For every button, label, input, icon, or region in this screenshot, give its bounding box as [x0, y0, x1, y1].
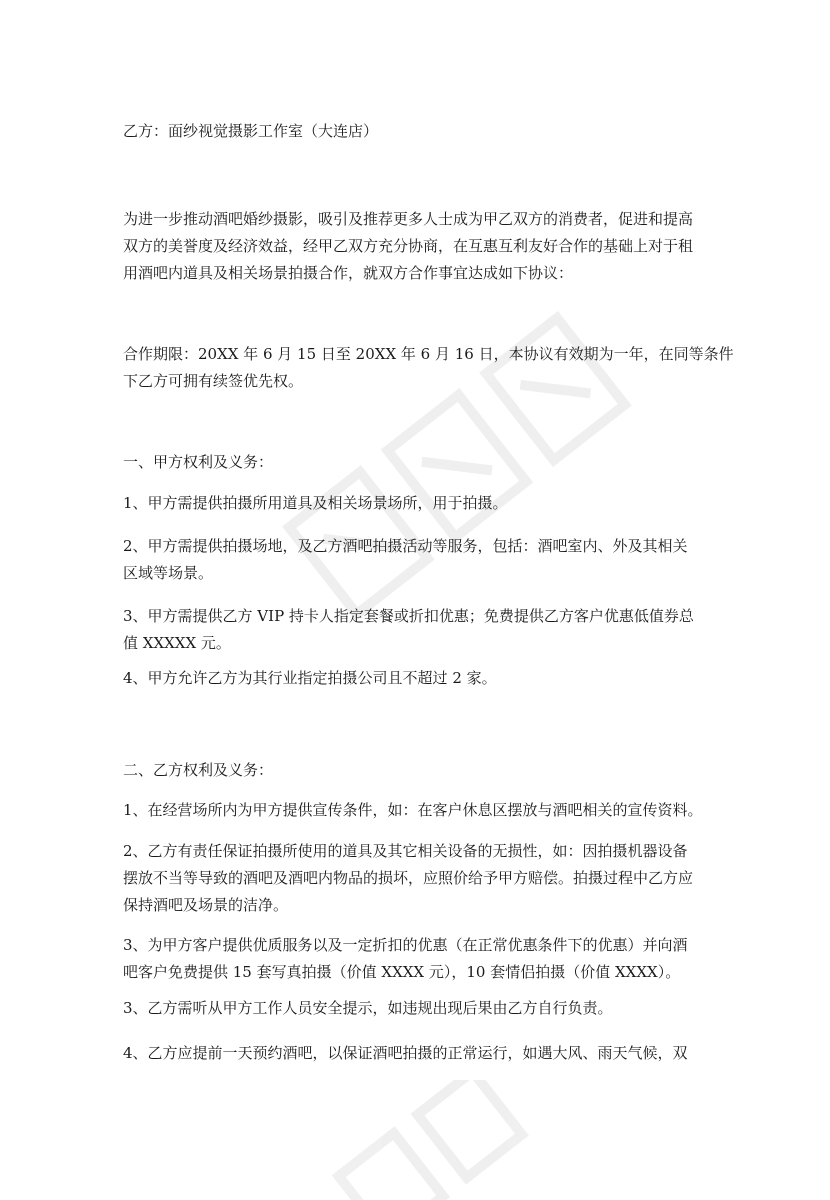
section1-item-2-line-1: 2、甲方需提供拍摄场地，及乙方酒吧拍摄活动等服务，包括：酒吧室内、外及其相关 — [123, 537, 688, 555]
section2-heading: 二、乙方权利及义务： — [123, 761, 274, 779]
section2-item-5-line-1: 4、乙方应提前一天预约酒吧，以保证酒吧拍摄的正常运行，如遇大风、雨天气候，双 — [123, 1044, 688, 1062]
section2-item-2-line-2: 摆放不当等导致的酒吧及酒吧内物品的损坏，应照价给予甲方赔偿。拍摄过程中乙方应 — [123, 869, 694, 887]
section2-item-3-line-2: 吧客户免费提供 15 套写真拍摄（价值 XXXX 元），10 套情侣拍摄（价值 XXXX）。 — [123, 963, 681, 981]
intro-line-1: 为进一步推动酒吧婚纱摄影，吸引及推荐更多人士成为甲乙双方的消费者，促进和提高 — [123, 210, 694, 228]
section1-heading: 一、甲方权利及义务： — [123, 453, 274, 471]
section1-item-3-line-1: 3、甲方需提供乙方 VIP 持卡人指定套餐或折扣优惠；免费提供乙方客户优惠低值券总 — [123, 607, 694, 625]
section1-item-2-line-2: 区域等场景。 — [123, 564, 214, 582]
section2-item-2-line-1: 2、乙方有责任保证拍摄所使用的道具及其它相关设备的无损性，如：因拍摄机器设备 — [123, 842, 688, 860]
watermark-graphic-bottom — [300, 1080, 600, 1200]
intro-line-2: 双方的美誉度及经济效益，经甲乙双方充分协商，在互惠互利友好合作的基础上对于租 — [123, 237, 694, 255]
section1-item-4: 4、甲方允许乙方为其行业指定拍摄公司且不超过 2 家。 — [123, 669, 497, 687]
section2-item-3-line-1: 3、为甲方客户提供优质服务以及一定折扣的优惠（在正常优惠条件下的优惠）并向酒 — [123, 936, 688, 954]
section1-item-1: 1、甲方需提供拍摄所用道具及相关场景场所，用于拍摄。 — [123, 494, 508, 512]
party-b-line: 乙方：面纱视觉摄影工作室（大连店） — [123, 122, 379, 140]
term-line-2: 下乙方可拥有续签优先权。 — [123, 372, 304, 390]
section2-item-4: 3、乙方需听从甲方工作人员安全提示，如违规出现后果由乙方自行负责。 — [123, 999, 613, 1017]
section1-item-3-line-2: 值 XXXXX 元。 — [123, 634, 231, 652]
section2-item-1: 1、在经营场所内为甲方提供宣传条件，如：在客户休息区摆放与酒吧相关的宣传资料。 — [123, 801, 703, 819]
intro-line-3: 用酒吧内道具及相关场景拍摄合作，就双方合作事宜达成如下协议： — [123, 264, 574, 282]
section2-item-2-line-3: 保持酒吧及场景的洁净。 — [123, 896, 289, 914]
term-line-1: 合作期限：20XX 年 6 月 15 日至 20XX 年 6 月 16 日，本协议有效期为一年，在同等条件 — [123, 345, 734, 363]
